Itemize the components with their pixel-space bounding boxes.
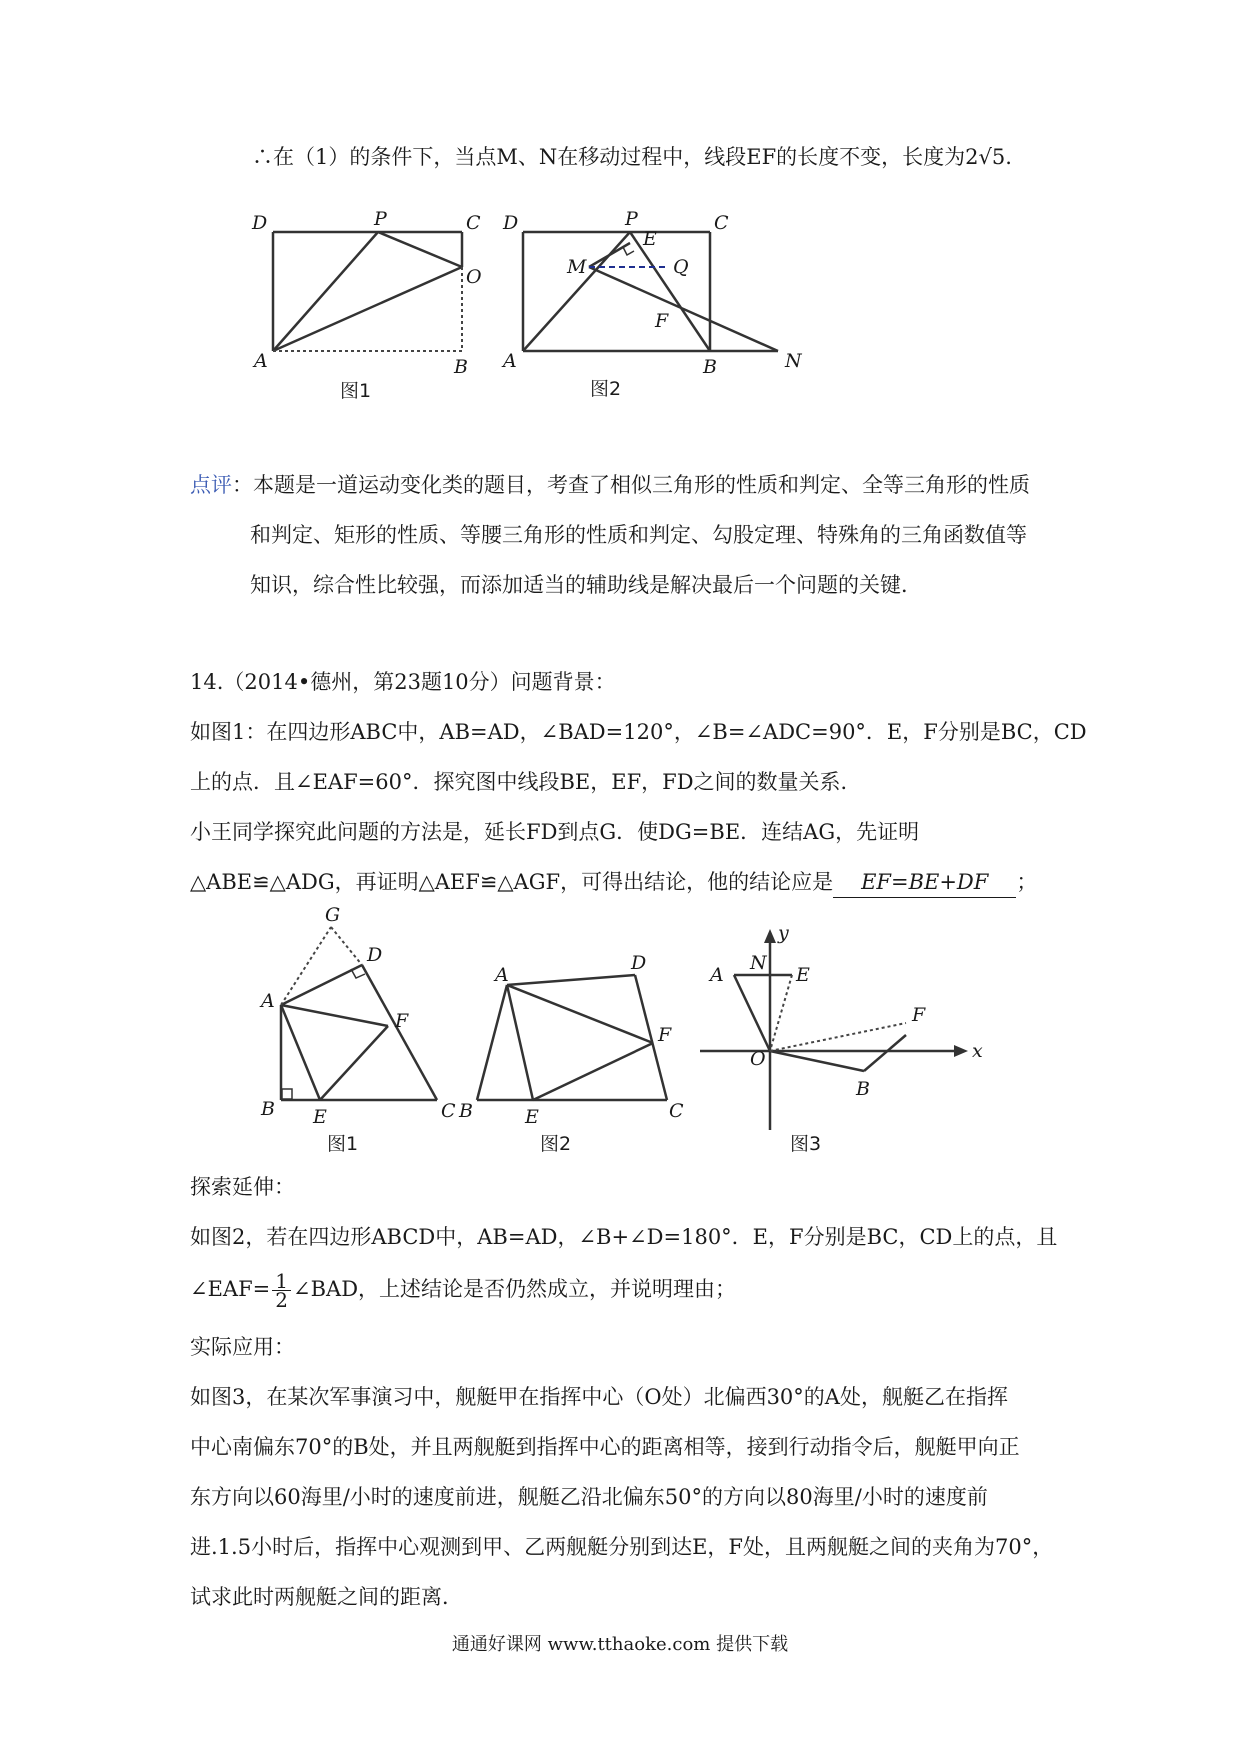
label-C: C — [466, 212, 481, 234]
label-B: B — [703, 356, 717, 378]
problem-p7: 如图3，在某次军事演习中，舰艇甲在指挥中心（O处）北偏西30°的A处，舰艇乙在指挥 — [190, 1385, 1008, 1409]
comment-line-1 — [190, 470, 1030, 500]
comment-line-2: 和判定、矩形的性质、等腰三角形的性质和判定、勾股定理、特殊角的三角函数值等 — [250, 523, 1027, 547]
section-apply: 实际应用： — [190, 1335, 295, 1359]
label-Q: Q — [673, 256, 689, 278]
conclusion-line: ∴在（1）的条件下，当点M、N在移动过程中，线段EF的长度不变，长度为2√5. — [252, 145, 1012, 169]
label-B: B — [454, 356, 468, 378]
label-D: D — [367, 944, 383, 966]
label-E: E — [525, 1106, 539, 1128]
comment-line-3: 知识，综合性比较强，而添加适当的辅助线是解决最后一个问题的关键． — [250, 573, 922, 597]
label-A: A — [495, 964, 509, 986]
fraction-half — [272, 1269, 291, 1312]
footer-credit: 通通好课网 www.tthaoke.com 提供下载 — [451, 1634, 789, 1655]
label-F: F — [658, 1024, 672, 1046]
label-x: x — [972, 1040, 983, 1062]
problem-p4 — [190, 867, 1037, 898]
label-E: E — [796, 964, 810, 986]
label-C: C — [669, 1100, 684, 1122]
problem-p1: 如图1：在四边形ABC中，AB=AD，∠BAD=120°，∠B=∠ADC=90°．E，F分别是BC，CD — [190, 720, 1087, 744]
problem-p8: 中心南偏东70°的B处，并且两舰艇到指挥中心的距离相等，接到行动指令后，舰艇甲向正 — [190, 1435, 1020, 1459]
problem-p6-suffix: ∠BAD，上述结论是否仍然成立，并说明理由； — [293, 1277, 737, 1301]
label-O: O — [750, 1048, 766, 1070]
label-M: M — [567, 256, 587, 278]
problem-header: 14.（2014•德州，第23题10分）问题背景： — [190, 670, 616, 694]
figure-top-1 — [240, 205, 480, 460]
label-A: A — [503, 350, 517, 372]
label-F: F — [655, 310, 669, 332]
label-E: E — [313, 1106, 327, 1128]
comment-text-1: ：本题是一道运动变化类的题目，考查了相似三角形的性质和判定、全等三角形的性质 — [232, 473, 1030, 497]
label-D: D — [503, 212, 519, 234]
figure-caption: 图1 — [340, 380, 372, 402]
problem-p6 — [190, 1269, 737, 1312]
label-O: O — [466, 266, 482, 288]
label-P: P — [625, 208, 638, 230]
figure-caption: 图2 — [540, 1133, 572, 1155]
problem-p4-suffix: ； — [1016, 870, 1038, 894]
figure-caption: 图1 — [327, 1133, 359, 1155]
problem-p5: 如图2，若在四边形ABCD中，AB=AD，∠B+∠D=180°．E，F分别是BC，CD上的点，且 — [190, 1225, 1058, 1249]
figure-bottom-2 — [455, 905, 685, 1155]
fraction-denominator: 2 — [275, 1288, 288, 1312]
label-B: B — [261, 1098, 275, 1120]
problem-p10: 进.1.5小时后，指挥中心观测到甲、乙两舰艇分别到达E，F处，且两舰艇之间的夹角为70°， — [190, 1535, 1054, 1559]
label-B: B — [459, 1100, 473, 1122]
figure-bottom-3 — [690, 905, 990, 1155]
fraction-numerator: 1 — [272, 1272, 291, 1291]
label-F: F — [912, 1004, 926, 1026]
label-A: A — [254, 350, 268, 372]
problem-p9: 东方向以60海里/小时的速度前进，舰艇乙沿北偏东50°的方向以80海里/小时的速度前 — [190, 1485, 988, 1509]
label-N: N — [750, 952, 767, 974]
label-P: P — [374, 208, 387, 230]
comment-tag: 点评 — [190, 473, 232, 497]
label-F: F — [395, 1010, 409, 1032]
label-A: A — [261, 990, 275, 1012]
answer-blank: EF=BE+DF — [833, 867, 1016, 898]
problem-p2: 上的点．且∠EAF=60°．探究图中线段BE，EF，FD之间的数量关系． — [190, 770, 862, 794]
problem-p3: 小王同学探究此问题的方法是，延长FD到点G．使DG=BE．连结AG，先证明 — [190, 820, 920, 844]
figure-caption: 图2 — [590, 378, 622, 400]
label-B: B — [856, 1078, 870, 1100]
label-D: D — [252, 212, 268, 234]
label-N: N — [785, 350, 802, 372]
label-G: G — [325, 904, 341, 926]
label-y: y — [778, 922, 789, 944]
label-A: A — [710, 964, 724, 986]
label-C: C — [441, 1100, 456, 1122]
figure-bottom-1 — [255, 905, 475, 1155]
label-E: E — [643, 228, 657, 250]
problem-p4-prefix: △ABE≌△ADG，再证明△AEF≌△AGF，可得出结论，他的结论应是 — [190, 870, 834, 894]
label-D: D — [631, 952, 647, 974]
section-explore: 探索延伸： — [190, 1175, 295, 1199]
label-C: C — [714, 212, 729, 234]
problem-p6-prefix: ∠EAF= — [190, 1277, 271, 1301]
figure-top-2 — [495, 205, 825, 460]
problem-p11: 试求此时两舰艇之间的距离． — [190, 1585, 463, 1609]
figure-caption: 图3 — [790, 1133, 822, 1155]
